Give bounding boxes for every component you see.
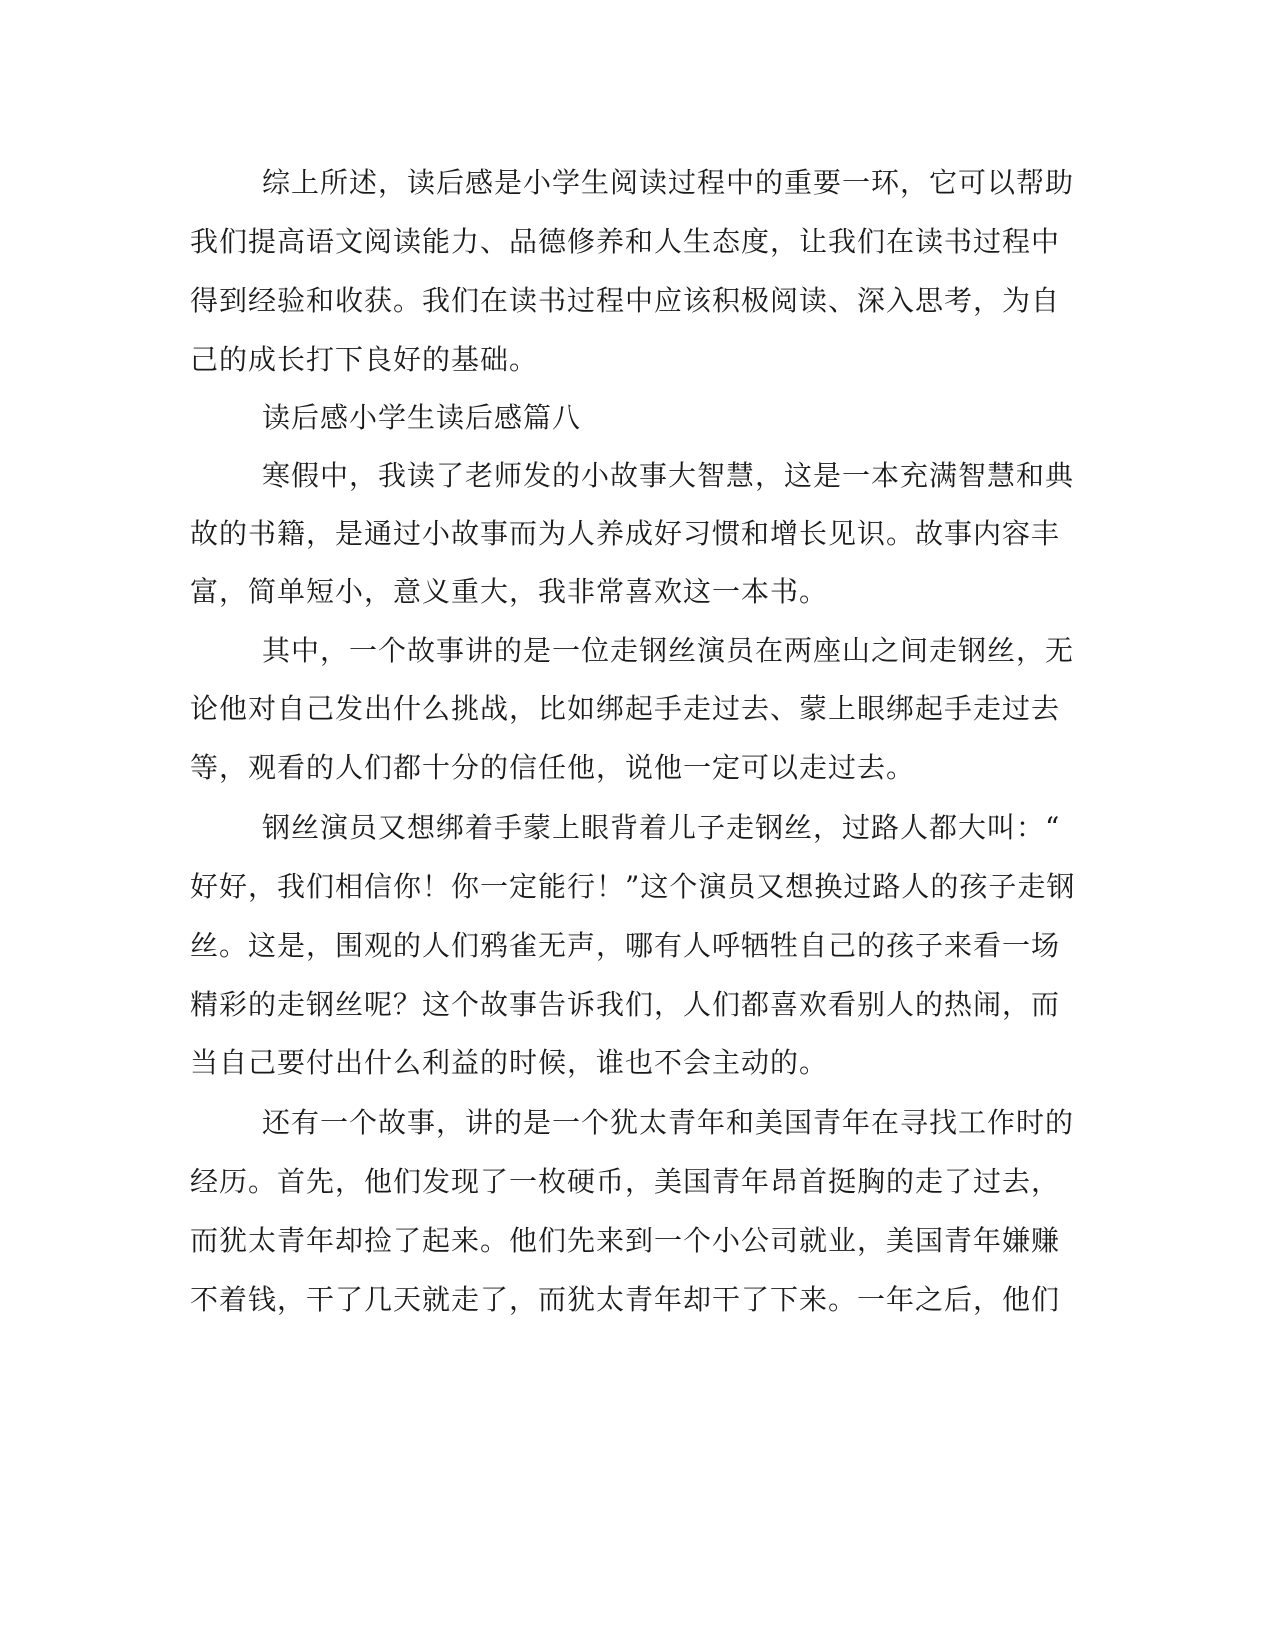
text-line: 不着钱，干了几天就走了，而犹太青年却干了下来。一年之后，他们	[190, 1283, 1061, 1316]
text-line: 富，简单短小，意义重大，我非常喜欢这一本书。	[190, 575, 829, 608]
text-line: 当自己要付出什么利益的时候，谁也不会主动的。	[190, 1046, 829, 1079]
text-line: 钢丝演员又想绑着手蒙上眼背着儿子走钢丝，过路人都大叫：“	[262, 811, 1061, 844]
text-line: 丝。这是，围观的人们鸦雀无声，哪有人呼牺牲自己的孩子来看一场	[190, 929, 1061, 962]
text-line: 故的书籍，是通过小故事而为人养成好习惯和增长见识。故事内容丰	[190, 517, 1061, 550]
section-heading: 读后感小学生读后感篇八	[262, 401, 582, 434]
text-line: 精彩的走钢丝呢？这个故事告诉我们，人们都喜欢看别人的热闹，而	[190, 988, 1061, 1021]
text-line: 我们提高语文阅读能力、品德修养和人生态度，让我们在读书过程中	[190, 225, 1061, 258]
text-line: 而犹太青年却捡了起来。他们先来到一个小公司就业，美国青年嫌赚	[190, 1224, 1061, 1257]
text-line: 论他对自己发出什么挑战，比如绑起手走过去、蒙上眼绑起手走过去	[190, 692, 1061, 725]
text-line: 还有一个故事，讲的是一个犹太青年和美国青年在寻找工作时的	[262, 1106, 1075, 1139]
text-line: 得到经验和收获。我们在读书过程中应该积极阅读、深入思考，为自	[190, 284, 1061, 317]
text-line: 寒假中，我读了老师发的小故事大智慧，这是一本充满智慧和典	[262, 459, 1075, 492]
text-line: 好好，我们相信你！你一定能行！”这个演员又想换过路人的孩子走钢	[190, 870, 1076, 903]
text-line: 其中，一个故事讲的是一位走钢丝演员在两座山之间走钢丝，无	[262, 634, 1075, 667]
text-line: 己的成长打下良好的基础。	[190, 343, 539, 376]
text-line: 等，观看的人们都十分的信任他，说他一定可以走过去。	[190, 751, 916, 784]
text-line: 经历。首先，他们发现了一枚硬币，美国青年昂首挺胸的走了过去，	[190, 1165, 1061, 1198]
text-line: 综上所述，读后感是小学生阅读过程中的重要一环，它可以帮助	[262, 166, 1075, 199]
